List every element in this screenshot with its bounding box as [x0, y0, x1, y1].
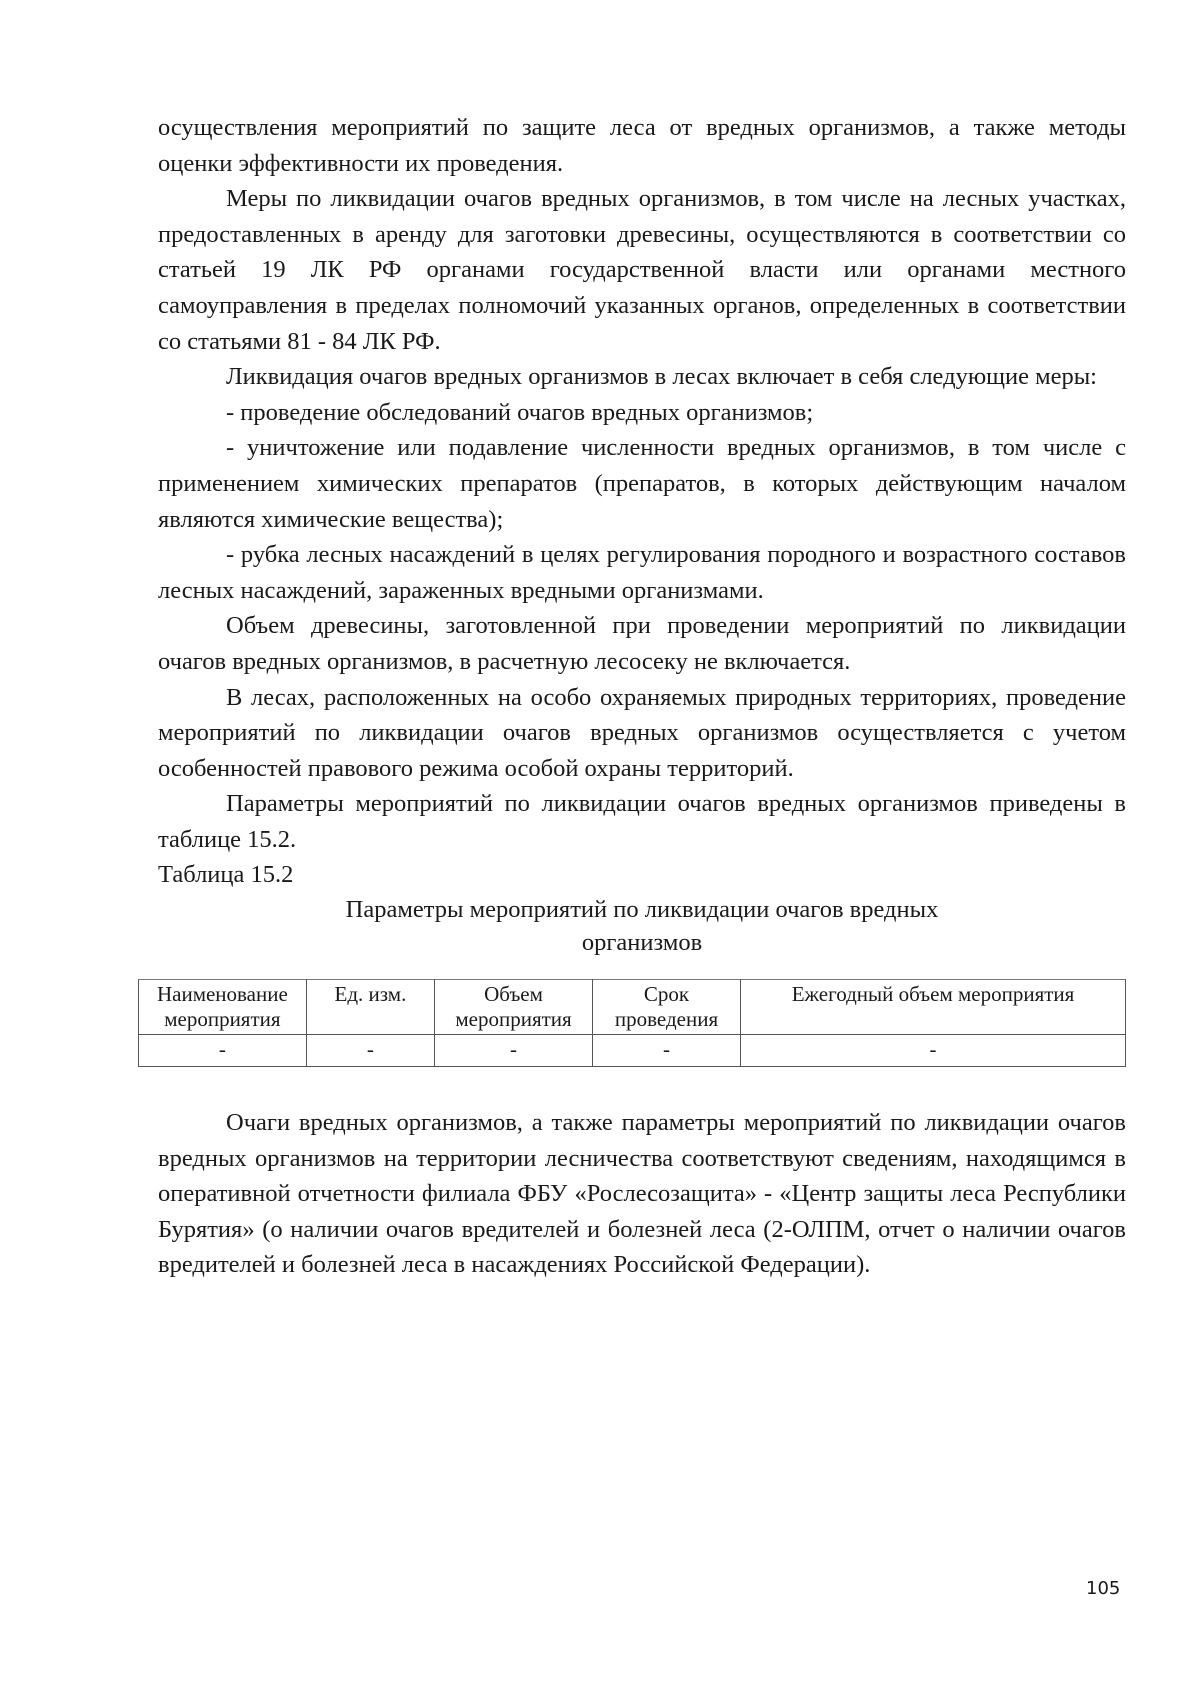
- table-cell: -: [306, 1035, 434, 1067]
- table-cell: -: [741, 1035, 1126, 1067]
- page-number: 105: [1086, 1578, 1121, 1599]
- column-header: Ежегодный объем мероприятия: [741, 980, 1126, 1035]
- list-item: - рубка лесных насаждений в целях регулирования породного и возрастного составов лесных насаждений, зараженных вредными организмами.: [158, 541, 1126, 604]
- table-cell: -: [139, 1035, 307, 1067]
- paragraph: Ликвидация очагов вредных организмов в лесах включает в себя следующие меры:: [226, 363, 1097, 391]
- table-title-line: организмов: [581, 929, 703, 957]
- paragraph: В лесах, расположенных на особо охраняемых природных территориях, проведение мероприятий по ликвидации очагов вредных организмов осуществляется с учетом особенностей правового режима особой охраны территорий.: [158, 683, 1126, 782]
- paragraph: Параметры мероприятий по ликвидации очагов вредных организмов приведены в таблице 15.2.: [158, 790, 1126, 853]
- page-content: [158, 110, 1126, 1283]
- parameters-table: [138, 979, 1126, 1067]
- list-item: - уничтожение или подавление численности вредных организмов, в том числе с применением химических препаратов (препаратов, в которых действующим началом являются химические вещества);: [158, 434, 1126, 533]
- table-title-line: Параметры мероприятий по ликвидации очагов вредных: [345, 896, 939, 924]
- table-label: Таблица 15.2: [158, 861, 294, 889]
- paragraph: Объем древесины, заготовленной при проведении мероприятий по ликвидации очагов вредных организмов, в расчетную лесосеку не включается.: [158, 612, 1126, 675]
- list-item: - проведение обследований очагов вредных организмов;: [226, 398, 814, 426]
- table-header-row: [139, 980, 1126, 1035]
- table-title: [158, 893, 1126, 959]
- table-row: [139, 1035, 1126, 1067]
- table-cell: -: [592, 1035, 740, 1067]
- column-header: Срок проведения: [592, 980, 740, 1035]
- paragraph: Меры по ликвидации очагов вредных организмов, в том числе на лесных участках, предоставленных в аренду для заготовки древесины, осуществляются в соответствии со статьей 19 ЛК РФ органами государственной власти или органами местного самоуправления в пределах полномочий указанных органов, определенных в соответствии со статьями 81 - 84 ЛК РФ.: [158, 185, 1126, 355]
- closing-paragraph: Очаги вредных организмов, а также параметры мероприятий по ликвидации очагов вредных организмов на территории лесничества соответствуют сведениям, находящимся в оперативной отчетности филиала ФБУ «Рослесозащита» - «Центр защиты леса Республики Бурятия» (о наличии очагов вредителей и болезней леса (2-ОЛПМ, отчет о наличии очагов вредителей и болезней леса в насаждениях Российской Федерации).: [158, 1109, 1126, 1279]
- table-cell: -: [435, 1035, 593, 1067]
- paragraph: осуществления мероприятий по защите леса от вредных организмов, а также методы оценки эффективности их проведения.: [158, 114, 1126, 177]
- column-header: Ед. изм.: [306, 980, 434, 1035]
- column-header: Наименование мероприятия: [139, 980, 307, 1035]
- column-header: Объем мероприятия: [435, 980, 593, 1035]
